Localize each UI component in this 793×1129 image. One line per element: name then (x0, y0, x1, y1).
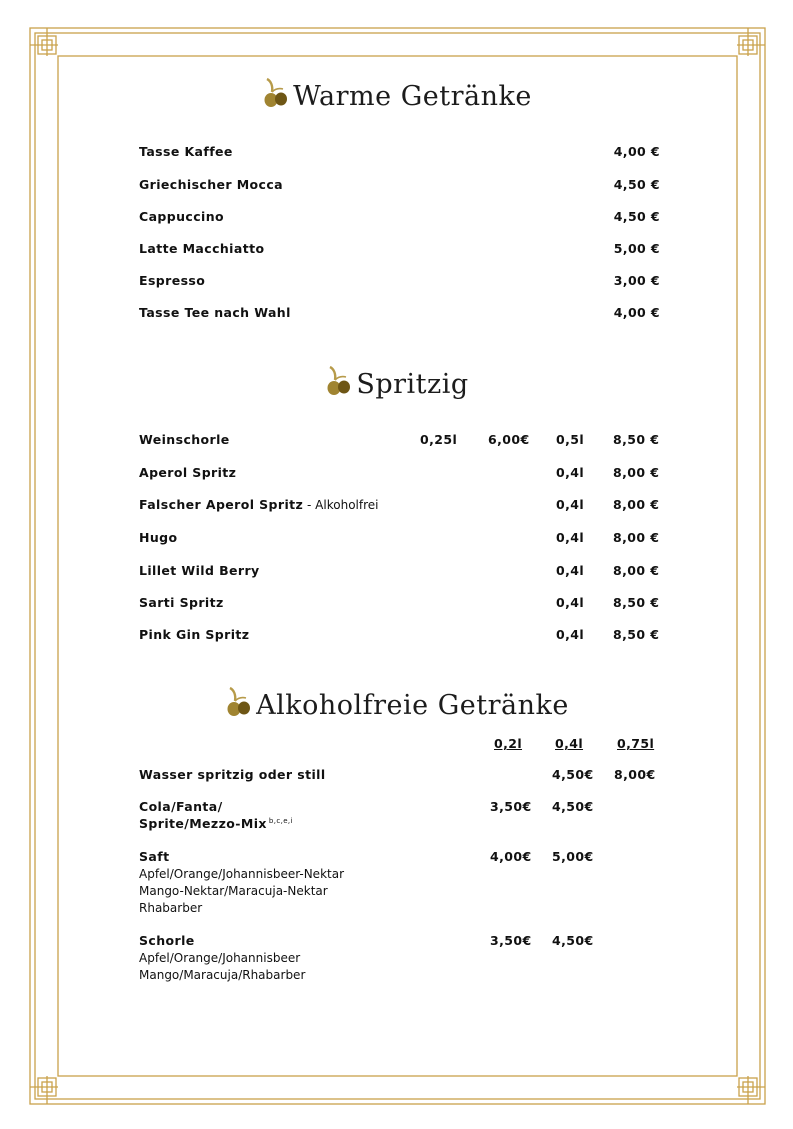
section-title-text: Warme Getränke (293, 81, 532, 112)
menu-item-description: Apfel/Orange/Johannisbeer-Nektar (139, 867, 345, 881)
menu-item-price: 8,00 € (613, 497, 660, 512)
menu-item-price: 8,50 € (613, 595, 660, 610)
menu-item-price: 4,50€ (552, 933, 594, 948)
olive-icon (261, 77, 289, 109)
menu-item-name: Tasse Kaffee (139, 144, 233, 159)
menu-item-price: 4,50€ (552, 767, 594, 782)
corner-ornament-tr (737, 28, 765, 56)
menu-item-price: 8,00 € (613, 563, 660, 578)
menu-item-size: 0,4l (556, 595, 585, 610)
section-title-text: Spritzig (356, 369, 469, 400)
menu-item-name: Wasser spritzig oder still (139, 767, 326, 782)
menu-item-price: 8,00€ (614, 767, 656, 782)
menu-item-name (139, 816, 293, 831)
menu-item-size: 0,5l (556, 432, 585, 447)
allergen-note: b,c,e,i (268, 817, 293, 825)
corner-ornament-br (737, 1076, 765, 1104)
menu-item-name: Sarti Spritz (139, 595, 224, 610)
section-title-alkoholfrei (0, 686, 793, 721)
menu-item-name: Tasse Tee nach Wahl (139, 305, 291, 320)
menu-item-price: 3,50€ (490, 799, 532, 814)
section-title-warme (0, 77, 793, 112)
menu-item-price: 8,50 € (613, 627, 660, 642)
section-title-text: Alkoholfreie Getränke (256, 690, 569, 721)
olive-icon (224, 686, 252, 718)
menu-item-description: Apfel/Orange/Johannisbeer (139, 951, 301, 965)
menu-item-price: 8,00 € (613, 465, 660, 480)
menu-item-name: Cappuccino (139, 209, 224, 224)
section-title-spritzig (0, 365, 793, 400)
menu-item-name: Griechischer Mocca (139, 177, 284, 192)
menu-item-name: Saft (139, 849, 170, 864)
menu-item-name-text: Falscher Aperol Spritz (139, 497, 304, 512)
corner-ornament-tl (30, 28, 58, 56)
menu-item-price: 4,50€ (552, 799, 594, 814)
menu-item-size: 0,4l (556, 627, 585, 642)
menu-item-name: Aperol Spritz (139, 465, 237, 480)
menu-item-name (139, 497, 378, 512)
menu-item-name: Weinschorle (139, 432, 230, 447)
menu-item-size: 0,4l (556, 563, 585, 578)
menu-item-price: 5,00 € (613, 241, 660, 256)
menu-item-name-text: Sprite/Mezzo-Mix (139, 816, 267, 831)
size-header: 0,4l (555, 736, 584, 751)
menu-item-description: Rhabarber (139, 901, 203, 915)
olive-icon (324, 365, 352, 397)
menu-item-price: 4,50 € (613, 209, 660, 224)
menu-item-price: 6,00€ (488, 432, 530, 447)
menu-item-size: 0,4l (556, 530, 585, 545)
menu-item-name: Schorle (139, 933, 195, 948)
menu-item-description: Mango-Nektar/Maracuja-Nektar (139, 884, 328, 898)
menu-item-price: 3,00 € (613, 273, 660, 288)
menu-item-name: Cola/Fanta/ (139, 799, 223, 814)
menu-item-size: 0,4l (556, 497, 585, 512)
menu-item-name: Lillet Wild Berry (139, 563, 260, 578)
menu-item-size: 0,4l (556, 465, 585, 480)
menu-item-size: 0,25l (420, 432, 458, 447)
size-header: 0,75l (617, 736, 655, 751)
menu-item-name: Hugo (139, 530, 178, 545)
menu-item-price: 4,50 € (613, 177, 660, 192)
menu-item-price: 5,00€ (552, 849, 594, 864)
menu-item-price: 8,00 € (613, 530, 660, 545)
menu-item-price: 4,00 € (613, 305, 660, 320)
menu-item-name: Latte Macchiatto (139, 241, 265, 256)
corner-ornament-bl (30, 1076, 58, 1104)
menu-item-price: 3,50€ (490, 933, 532, 948)
menu-item-price: 4,00 € (613, 144, 660, 159)
menu-item-price: 4,00€ (490, 849, 532, 864)
menu-item-name: Espresso (139, 273, 206, 288)
size-header: 0,2l (494, 736, 523, 751)
menu-item-price: 8,50 € (613, 432, 660, 447)
menu-item-name: Pink Gin Spritz (139, 627, 250, 642)
menu-item-description: Mango/Maracuja/Rhabarber (139, 968, 306, 982)
menu-item-note: - Alkoholfrei (303, 498, 379, 512)
